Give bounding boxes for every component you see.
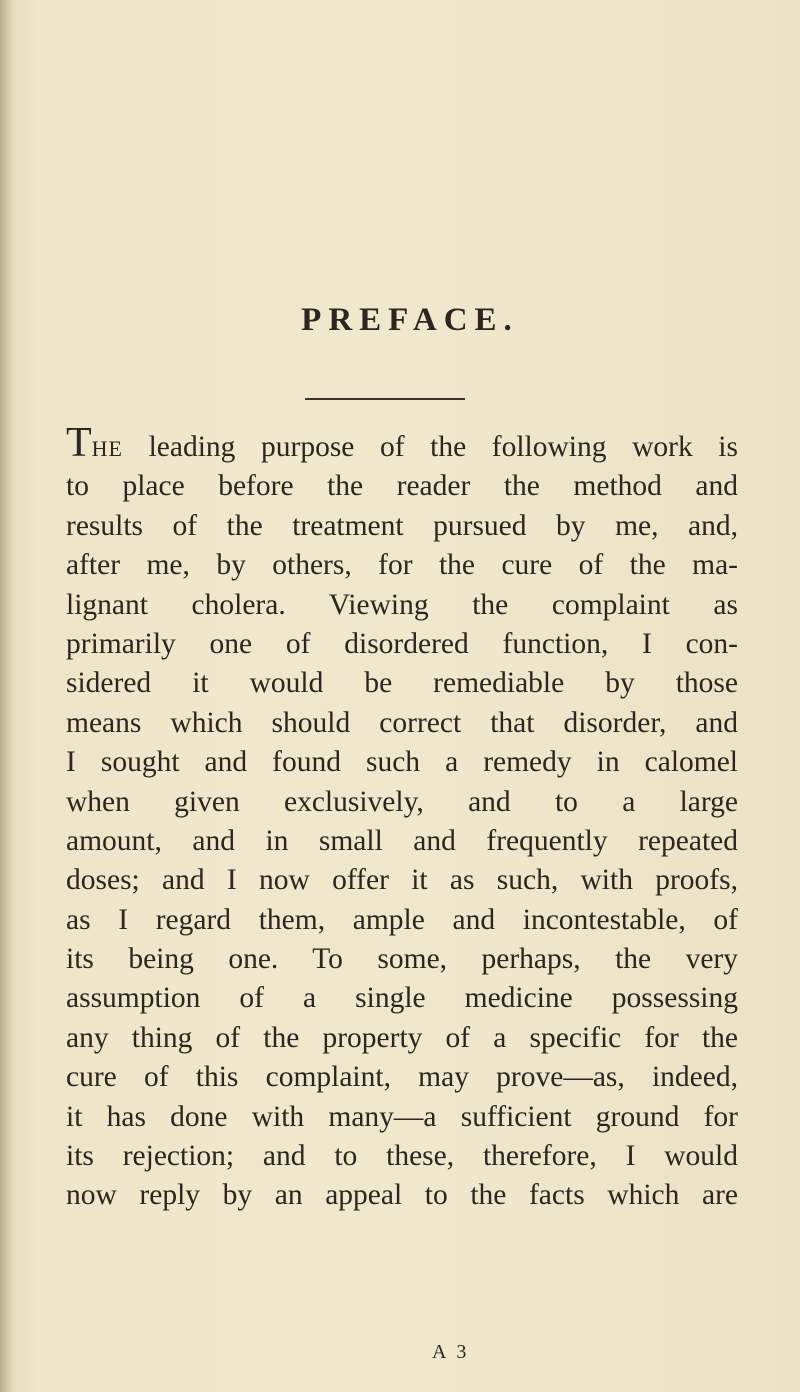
signature-mark: A 3 bbox=[432, 1341, 470, 1363]
page-heading: PREFACE. bbox=[301, 302, 519, 338]
paragraph-line: cure of this complaint, may prove—as, indeed, bbox=[66, 1061, 738, 1094]
paragraph-line-first bbox=[66, 420, 738, 467]
paragraph-line: when given exclusively, and to a large bbox=[66, 785, 738, 818]
preface-paragraph bbox=[66, 420, 738, 1216]
paragraph-line: after me, by others, for the cure of the ma- bbox=[66, 549, 738, 582]
paragraph-line: doses; and I now offer it as such, with proofs, bbox=[66, 864, 738, 897]
paragraph-line: its being one. To some, perhaps, the very bbox=[66, 943, 738, 976]
paragraph-line: it has done with many—a sufficient ground for bbox=[66, 1100, 738, 1133]
paragraph-line: any thing of the property of a specific for the bbox=[66, 1021, 738, 1054]
small-caps-word: HE bbox=[91, 436, 123, 461]
paragraph-line: assumption of a single medicine possessing bbox=[66, 982, 738, 1015]
paragraph-line: means which should correct that disorder, and bbox=[66, 706, 738, 739]
first-line-text: leading purpose of the following work is bbox=[122, 431, 738, 463]
paragraph-line: sidered it would be remediable by those bbox=[66, 667, 738, 700]
paragraph-line: as I regard them, ample and incontestable, of bbox=[66, 903, 738, 936]
paragraph-line: I sought and found such a remedy in calomel bbox=[66, 746, 738, 779]
paragraph-line: now reply by an appeal to the facts which are bbox=[66, 1179, 738, 1212]
paragraph-line: lignant cholera. Viewing the complaint as bbox=[66, 588, 738, 621]
paragraph-line: primarily one of disordered function, I con- bbox=[66, 627, 738, 660]
heading-rule bbox=[305, 398, 465, 400]
drop-capital: T bbox=[66, 420, 92, 466]
paragraph-line: amount, and in small and frequently repeated bbox=[66, 824, 738, 857]
paragraph-line: its rejection; and to these, therefore, I would bbox=[66, 1140, 738, 1173]
paragraph-line: to place before the reader the method and bbox=[66, 470, 738, 503]
page-gutter-shadow bbox=[0, 0, 14, 1392]
paragraph-line: results of the treatment pursued by me, and, bbox=[66, 509, 738, 542]
